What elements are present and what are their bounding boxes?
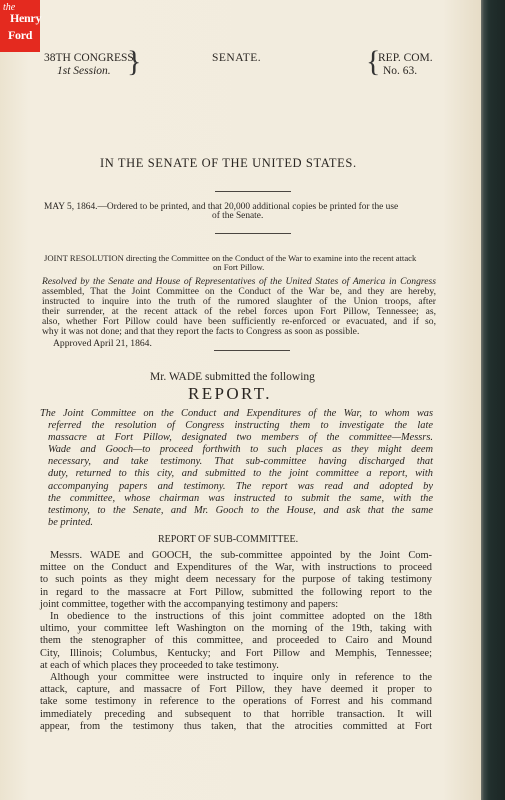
- resolution-line: also, whether Fort Pillow could have been sufficiently re-enforced or evacuated, and if so,: [42, 316, 436, 327]
- divider-rule: [215, 191, 291, 192]
- divider-rule: [214, 350, 290, 351]
- resolution-line: why it was not done; and that they report the facts to Congress as soon as possible.: [42, 326, 360, 337]
- intro-line: duty, returned to this city, and submitted to the joint committee a report, with: [48, 468, 433, 480]
- order-line-1: MAY 5, 1864.—Ordered to be printed, and that 20,000 additional copies be printed for the use: [44, 202, 399, 212]
- resolution-line: Resolved by the Senate and House of Representatives of the United States of America in Congress: [42, 276, 436, 287]
- logo-line-3: Ford: [8, 28, 33, 42]
- order-line-2: of the Senate.: [212, 211, 264, 221]
- committee-intro: [40, 408, 433, 529]
- resolution-line: their surrender, at the recent attack of the rebel forces upon Fort Pillow, Tennessee; as,: [42, 306, 436, 317]
- book-spine: [481, 0, 505, 800]
- logo-line-2: Henry: [10, 11, 42, 25]
- intro-line: be printed.: [48, 516, 94, 528]
- intro-line: Wade and Gooch—to proceed forthwith to such places as they might deem: [48, 444, 433, 456]
- body-line: In obedience to the instructions of this joint committee adopted on the 18th: [50, 611, 432, 623]
- body-line: them the stenographer of this committee, and proceeded to Cairo and Mound: [40, 635, 432, 647]
- logo-line-1: the: [3, 2, 16, 13]
- intro-line: massacre at Fort Pillow, designated two members of the committee—Messrs.: [48, 432, 433, 444]
- report-heading: REPORT.: [188, 384, 272, 403]
- resolution-line: assembled, That the Joint Committee on the Conduct of the War be, and they are hereby,: [42, 286, 436, 297]
- resolution-heading-2: on Fort Pillow.: [213, 262, 265, 272]
- intro-line: the committee, whose chairman was instructed to submit the same, with the: [48, 492, 433, 504]
- body-line: take some testimony in reference to the operations of Forrest and his command: [40, 696, 432, 708]
- body-line: immediately preceding and subsequent to that horrible transaction. It will: [40, 708, 432, 720]
- intro-line: accompanying papers and testimony. The report was read and adopted by: [48, 480, 433, 492]
- body-line: City, Illinois; Columbus, Kentucky; and Fort Pillow and Memphis, Tennessee;: [40, 647, 432, 659]
- brace-left-icon: {: [366, 45, 381, 78]
- intro-line: necessary, and take testimony. That sub-committee having discharged that: [48, 456, 433, 468]
- body-line: attack, capture, and massacre of Fort Pillow, they have deemed it proper to: [40, 684, 432, 696]
- chamber-label: SENATE.: [212, 52, 262, 64]
- intro-line: referred the resolution of Congress instructing them to investigate the late: [48, 420, 433, 432]
- body-line: Messrs. WADE and GOOCH, the sub-committee appointed by the Joint Com-: [50, 550, 432, 561]
- intro-line: testimony, to the Senate, and Mr. Gooch to the House, and ask that the same: [48, 504, 433, 516]
- submitted-line: Mr. WADE submitted the following: [150, 371, 315, 383]
- congress-label: 38TH CONGRESS,: [44, 52, 137, 64]
- body-line: ultimo, your committee left Washington on the morning of the 19th, taking with: [40, 623, 432, 635]
- subcommittee-heading: REPORT OF SUB-COMMITTEE.: [158, 534, 299, 545]
- report-number: No. 63.: [383, 65, 418, 77]
- page-title: IN THE SENATE OF THE UNITED STATES.: [100, 156, 357, 170]
- body-line: in regard to the massacre at Fort Pillow, submitted the following report to the: [40, 586, 432, 598]
- body-line: mittee on the Conduct and Expenditures of the War, with instructions to proceed: [40, 562, 432, 574]
- resolution-text: [42, 277, 436, 337]
- resolution-line: instructed to inquire into the truth of the rumored slaughter of the Union troops, after: [42, 296, 436, 307]
- body-line: joint committee, together with the accompanying testimony and papers:: [40, 598, 339, 610]
- report-body: [40, 550, 432, 733]
- resolution-heading-1: JOINT RESOLUTION directing the Committee on the Conduct of the War to examine into the recent attack: [44, 253, 417, 263]
- session-label: 1st Session.: [57, 65, 111, 77]
- henry-ford-logo: [0, 0, 40, 52]
- body-line: at each of which places they proceeded to take testimony.: [40, 659, 279, 671]
- intro-line: The Joint Committee on the Conduct and Expenditures of the War, to whom was: [40, 408, 433, 419]
- body-line: appear, from the testimony thus taken, that the atrocities committed at Fort: [40, 720, 432, 732]
- body-line: to such points as they might deem necessary for the purpose of taking testimony: [40, 574, 432, 586]
- divider-rule: [215, 233, 291, 234]
- approved-date: Approved April 21, 1864.: [53, 338, 152, 349]
- rep-com-label: REP. COM.: [378, 52, 433, 64]
- brace-right-icon: }: [127, 45, 142, 78]
- body-line: Although your committee were instructed to inquire only in reference to the: [50, 672, 432, 684]
